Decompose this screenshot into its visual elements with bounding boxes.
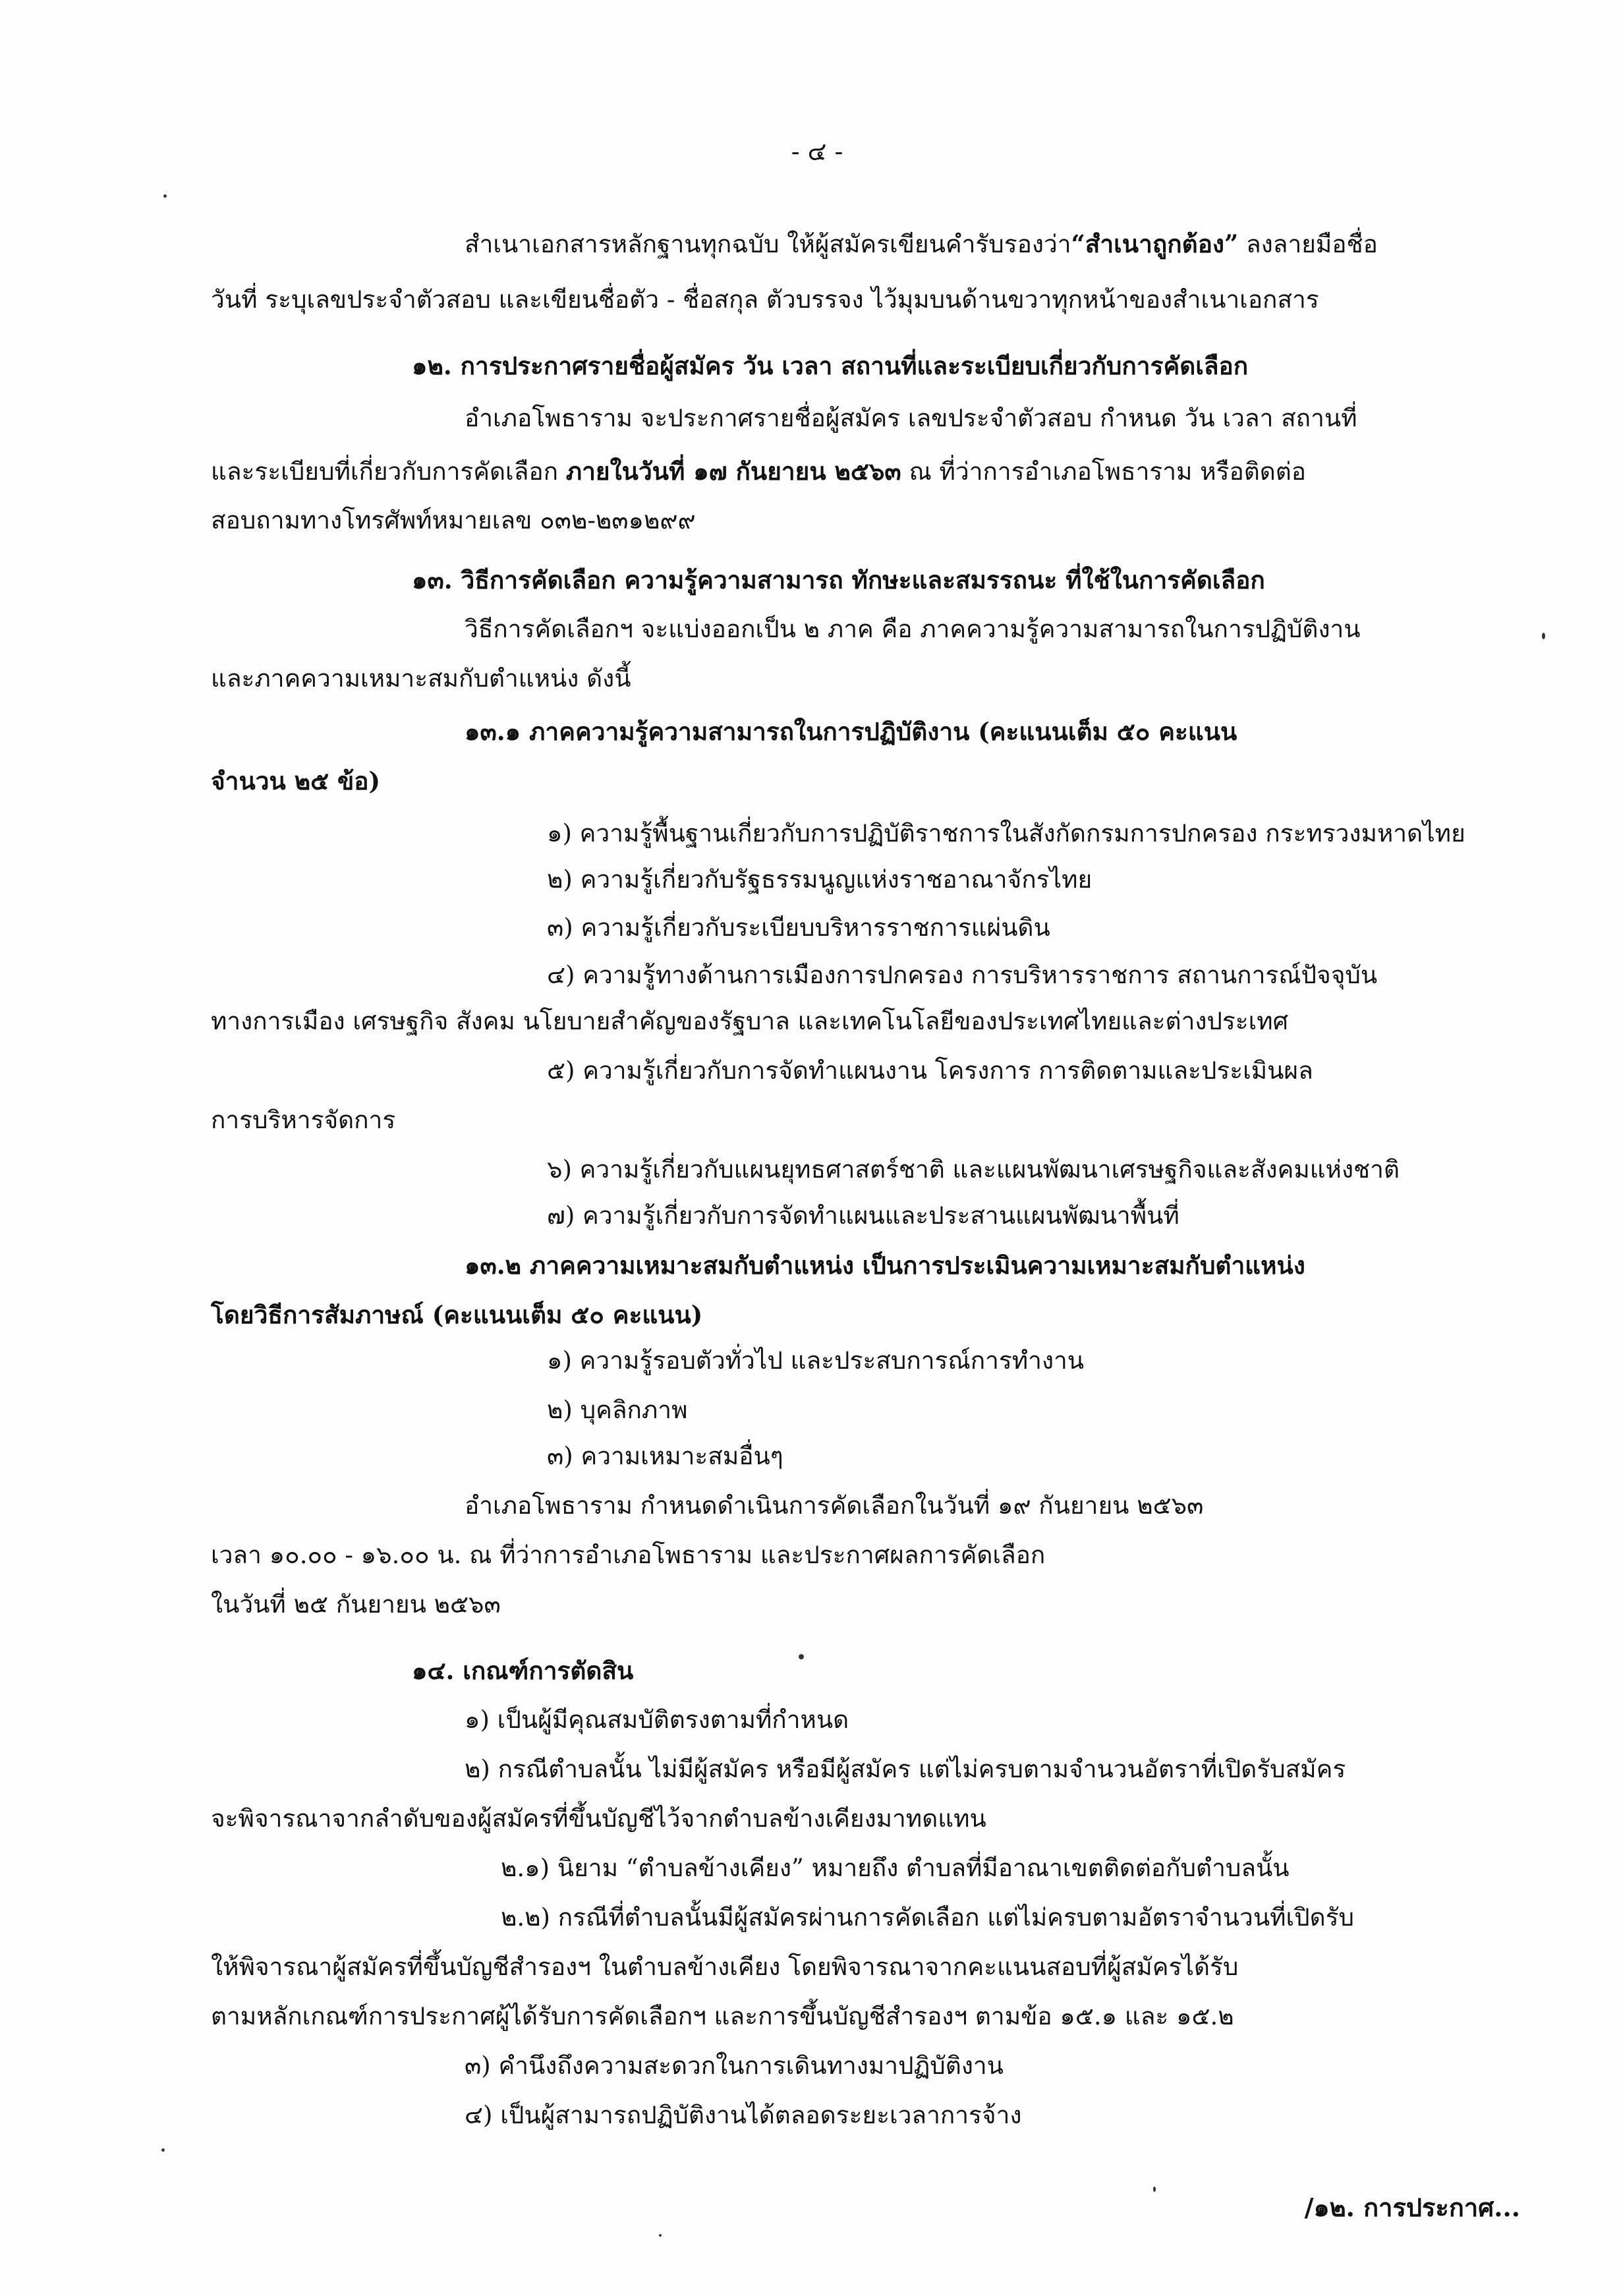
intro-line-2: วันที่ ระบุเลขประจำตัวสอบ และเขียนชื่อตัว - ชื่อสกุล ตัวบรรจง ไว้มุมบนด้านขวาทุกหน้าของสำเนาเอกสาร [211,285,1319,314]
scan-speck [799,1654,804,1659]
scan-speck [1542,633,1545,639]
section-13-1-heading-cont: จำนวน ๒๕ ข้อ) [211,766,380,795]
schedule-line-1: อำเภอโพธาราม กำหนดดำเนินการคัดเลือกในวันที่ ๑๙ กันยายน ๒๕๖๓ [465,1491,1204,1520]
section-13-1-item-3: ๓) ความรู้เกี่ยวกับระเบียบบริหารราชการแผ่นดิน [547,913,1050,942]
section-12-phone-line: สอบถามทางโทรศัพท์หมายเลข ๐๓๒-๒๓๑๒๙๙ [211,506,696,534]
section-13-1-item-1: ๑) ความรู้พื้นฐานเกี่ยวกับการปฏิบัติราชการในสังกัดกรมการปกครอง กระทรวงมหาดไทย [547,819,1465,847]
section-14-line-6: ให้พิจารณาผู้สมัครที่ขึ้นบัญชีสำรองฯ ในตำบลข้างเคียง โดยพิจารณาจากคะแนนสอบที่ผู้สมัครได้รับ [211,1953,1239,1981]
schedule-line-2: เวลา ๑๐.๐๐ - ๑๖.๐๐ น. ณ ที่ว่าการอำเภอโพธาราม และประกาศผลการคัดเลือก [211,1541,1046,1569]
section-13-line-2: และภาคความเหมาะสมกับตำแหน่ง ดังนี้ [211,664,631,693]
section-13-1-item-2: ๒) ความรู้เกี่ยวกับรัฐธรรมนูญแห่งราชอาณาจักรไทย [547,865,1093,894]
section-14-line-7: ตามหลักเกณฑ์การประกาศผู้ได้รับการคัดเลือกฯ และการขึ้นบัญชีสำรองฯ ตามข้อ ๑๕.๑ และ ๑๕.๒ [211,2002,1234,2030]
section-14-line-9: ๔) เป็นผู้สามารถปฏิบัติงานได้ตลอดระยะเวลาการจ้าง [465,2101,1022,2129]
section-14-line-8: ๓) คำนึงถึงความสะดวกในการเดินทางมาปฏิบัติงาน [465,2052,1004,2080]
section-13-2-heading-cont: โดยวิธีการสัมภาษณ์ (คะแนนเต็ม ๕๐ คะแนน) [211,1300,703,1329]
section-13-1-item-5: ๕) ความรู้เกี่ยวกับการจัดทำแผนงาน โครงการ การติดตามและประเมินผล [547,1056,1313,1085]
intro-line-1 [465,224,1378,264]
section-13-2-item-2: ๒) บุคลิกภาพ [547,1396,688,1424]
section-13-2-heading: ๑๓.๒ ภาคความเหมาะสมกับตำแหน่ง เป็นการประเมินความเหมาะสมกับตำแหน่ง [465,1251,1305,1280]
section-13-1-item-6: ๖) ความรู้เกี่ยวกับแผนยุทธศาสตร์ชาติ และแผนพัฒนาเศรษฐกิจและสังคมแห่งชาติ [547,1155,1400,1184]
section-14-line-1: ๑) เป็นผู้มีคุณสมบัติตรงตามที่กำหนด [465,1706,849,1734]
certified-copy-phrase: “สำเนาถูกต้อง” [1071,229,1239,258]
section-13-heading: ๑๓. วิธีการคัดเลือก ความรู้ความสามารถ ทักษะและสมรรถนะ ที่ใช้ในการคัดเลือก [412,565,1265,594]
section-13-1-item-4: ๔) ความรู้ทางด้านการเมืองการปกครอง การบริหารราชการ สถานการณ์ปัจจุบัน [547,961,1378,989]
section-13-1-item-5-cont: การบริหารจัดการ [211,1106,396,1134]
section-12-line-1: อำเภอโพธาราม จะประกาศรายชื่อผู้สมัคร เลขประจำตัวสอบ กำหนด วัน เวลา สถานที่ [465,404,1357,432]
section-14-line-3: จะพิจารณาจากลำดับของผู้สมัครที่ขึ้นบัญชีไว้จากตำบลข้างเคียงมาทดแทน [211,1804,986,1833]
section-13-2-item-1: ๑) ความรู้รอบตัวทั่วไป และประสบการณ์การทำงาน [547,1346,1085,1375]
scan-speck [1153,2187,1156,2192]
section-12-line-2 [211,451,1306,492]
continuation-reference: /๑๒. การประกาศ... [1304,2193,1520,2222]
section-13-line-1: วิธีการคัดเลือกฯ จะแบ่งออกเป็น ๒ ภาค คือ ภาคความรู้ความสามารถในการปฏิบัติงาน [465,615,1361,643]
section-14-line-5: ๒.๒) กรณีที่ตำบลนั้นมีผู้สมัครผ่านการคัดเลือก แต่ไม่ครบตามอัตราจำนวนที่เปิดรับ [501,1903,1355,1932]
section-14-heading: ๑๔. เกณฑ์การตัดสิน [412,1656,634,1685]
section-14-line-2: ๒) กรณีตำบลนั้น ไม่มีผู้สมัคร หรือมีผู้สมัคร แต่ไม่ครบตามจำนวนอัตราที่เปิดรับสมัคร [465,1755,1346,1783]
section-12-heading: ๑๒. การประกาศรายชื่อผู้สมัคร วัน เวลา สถานที่และระเบียบเกี่ยวกับการคัดเลือก [412,351,1249,380]
section-13-1-item-4-cont: ทางการเมือง เศรษฐกิจ สังคม นโยบายสำคัญของรัฐบาล และเทคโนโลยีของประเทศไทยและต่างประเทศ [211,1007,1289,1035]
section-13-2-item-3: ๓) ความเหมาะสมอื่นๆ [547,1442,783,1470]
announcement-date: ภายในวันที่ ๑๗ กันยายน ๒๕๖๓ [565,457,901,486]
schedule-line-3: ในวันที่ ๒๕ กันยายน ๒๕๖๓ [211,1590,501,1619]
section-13-1-item-7: ๗) ความรู้เกี่ยวกับการจัดทำแผนและประสานแผนพัฒนาพื้นที่ [547,1201,1179,1230]
scan-speck [163,194,167,198]
scan-speck [659,2234,662,2237]
intro-line-1-end: ลงลายมือชื่อ [1238,230,1378,258]
section-13-1-heading: ๑๓.๑ ภาคความรู้ความสามารถในการปฏิบัติงาน (คะแนนเต็ม ๕๐ คะแนน [465,717,1237,746]
section-12-line-2-end: ณ ที่ว่าการอำเภอโพธาราม หรือติดต่อ [901,457,1306,486]
intro-line-1-text: สำเนาเอกสารหลักฐานทุกฉบับ ให้ผู้สมัครเขียนคำรับรองว่า [465,230,1071,258]
section-14-line-4: ๒.๑) นิยาม “ตำบลข้างเคียง” หมายถึง ตำบลที่มีอาณาเขตติดต่อกับตำบลนั้น [501,1854,1290,1882]
page-number: - ๔ - [791,137,843,166]
section-12-line-2-text: และระเบียบที่เกี่ยวกับการคัดเลือก [211,457,566,486]
scan-speck [161,2148,165,2152]
